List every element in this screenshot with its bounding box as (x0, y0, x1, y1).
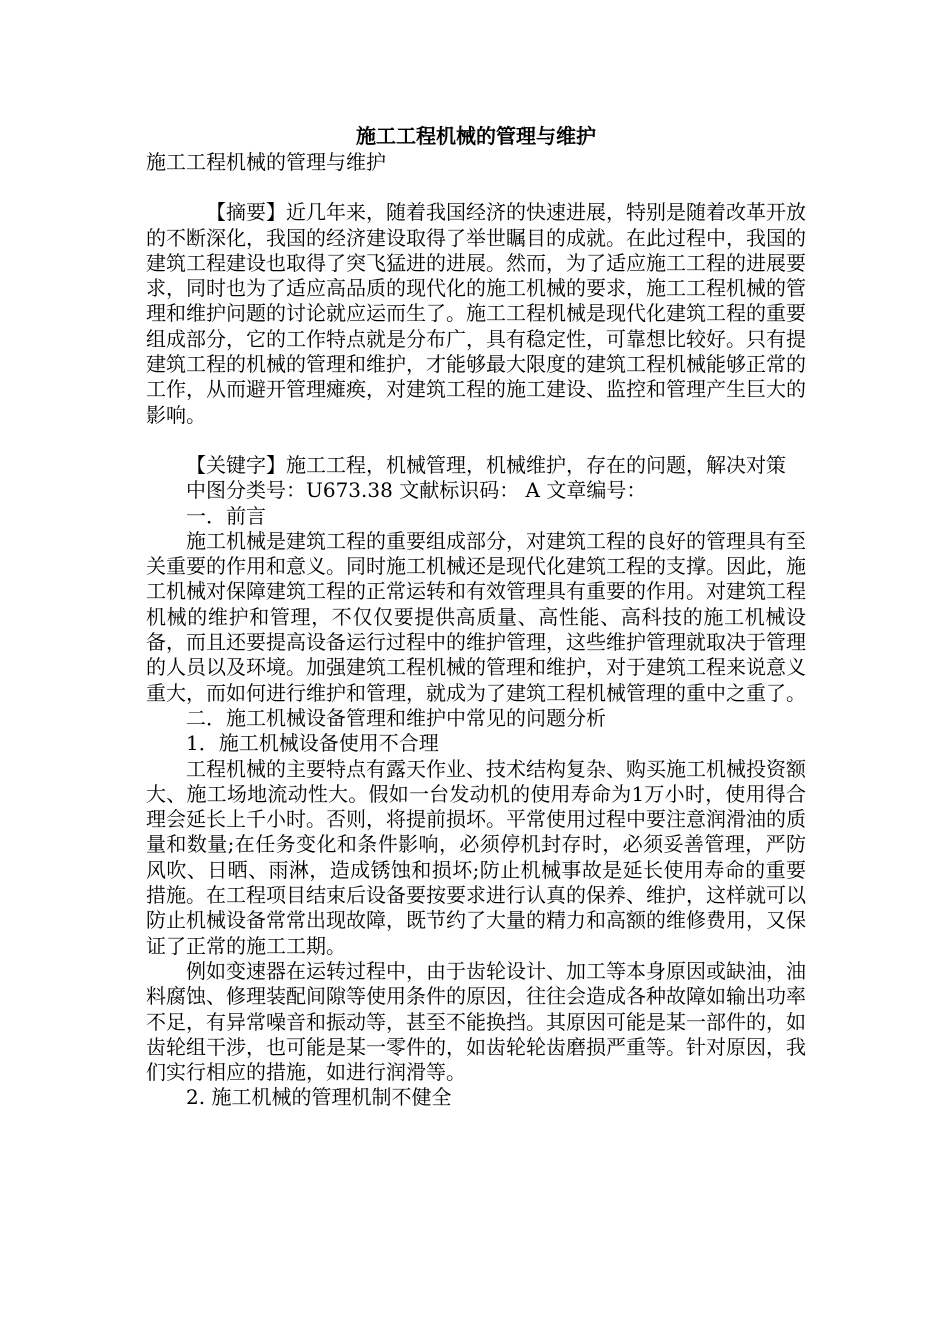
section2-heading: 二．施工机械设备管理和维护中常见的问题分析 (186, 705, 606, 730)
document-subtitle: 施工工程机械的管理与维护 (146, 150, 386, 174)
abstract-paragraph: 【摘要】近几年来，随着我国经济的快速进展，特别是随着改革开放的不断深化，我国的经济建设取得了举世瞩目的成就。在此过程中，我国的建筑工程建设也取得了突飞猛进的进展。然而，为了适应施工工程的进展要求，同时也为了适应高品质的现代化的施工机械的要求，施工工程机械的管理和维护问题的讨论就应运而生了。施工工程机械是现代化建筑工程的重要组成部分，它的工作特点就是分布广，具有稳定性，可靠想比较好。只有提建筑工程的机械的管理和维护，才能够最大限度的建筑工程机械能够正常的工作，从而避开管理瘫痪，对建筑工程的施工建设、监控和管理产生巨大的影响。 (146, 200, 806, 427)
spacer (146, 175, 806, 200)
subsection1-paragraph-2: 例如变速器在运转过程中，由于齿轮设计、加工等本身原因或缺油，油料腐蚀、修理装配间隙等使用条件的原因，往往会造成各种故障如输出功率不足，有异常噪音和振动等，甚至不能换挡。其原因可能是某一部件的，如齿轮组干涉，也可能是某一零件的，如齿轮轮齿磨损严重等。针对原因，我们实行相应的措施，如进行润滑等。 (146, 958, 806, 1085)
section1-heading: 一．前言 (186, 503, 266, 528)
spacer (146, 428, 806, 453)
subsection1-paragraph-1: 工程机械的主要特点有露天作业、技术结构复杂、购买施工机械投资额大、施工场地流动性大。假如一台发动机的使用寿命为1万小时，使用得合理会延长上千小时。否则，将提前损坏。平常使用过程中要注意润滑油的质量和数量;在任务变化和条件影响，必须停机封存时，必须妥善管理，严防风吹、日晒、雨淋，造成锈蚀和损坏;防止机械事故是延长使用寿命的重要措施。在工程项目结束后设备要按要求进行认真的保养、维护，这样就可以防止机械设备常常出现故障，既节约了大量的精力和高额的维修费用，又保证了正常的施工工期。 (146, 756, 806, 958)
subsection1-heading: 1．施工机械设备使用不合理 (186, 731, 439, 756)
keywords-paragraph: 【关键字】施工工程，机械管理，机械维护，存在的问题，解决对策 (186, 452, 786, 477)
section1-paragraph: 施工机械是建筑工程的重要组成部分，对建筑工程的良好的管理具有至关重要的作用和意义。同时施工机械还是现代化建筑工程的支撑。因此，施工机械对保障建筑工程的正常运转和有效管理具有重要的作用。对建筑工程机械的维护和管理，不仅仅要提供高质量、高性能、高科技的施工机械设备，而且还要提高设备运行过程中的维护管理，这些维护管理就取决于管理的人员以及环境。加强建筑工程机械的管理和维护，对于建筑工程来说意义重大，而如何进行维护和管理，就成为了建筑工程机械管理的重中之重了。 (146, 528, 806, 705)
subsection2-heading: 2. 施工机械的管理机制不健全 (186, 1085, 452, 1110)
document-page (146, 122, 806, 1111)
document-title: 施工工程机械的管理与维护 (356, 124, 596, 148)
classification-line: 中图分类号：U673.38 文献标识码： A 文章编号： (186, 478, 647, 503)
